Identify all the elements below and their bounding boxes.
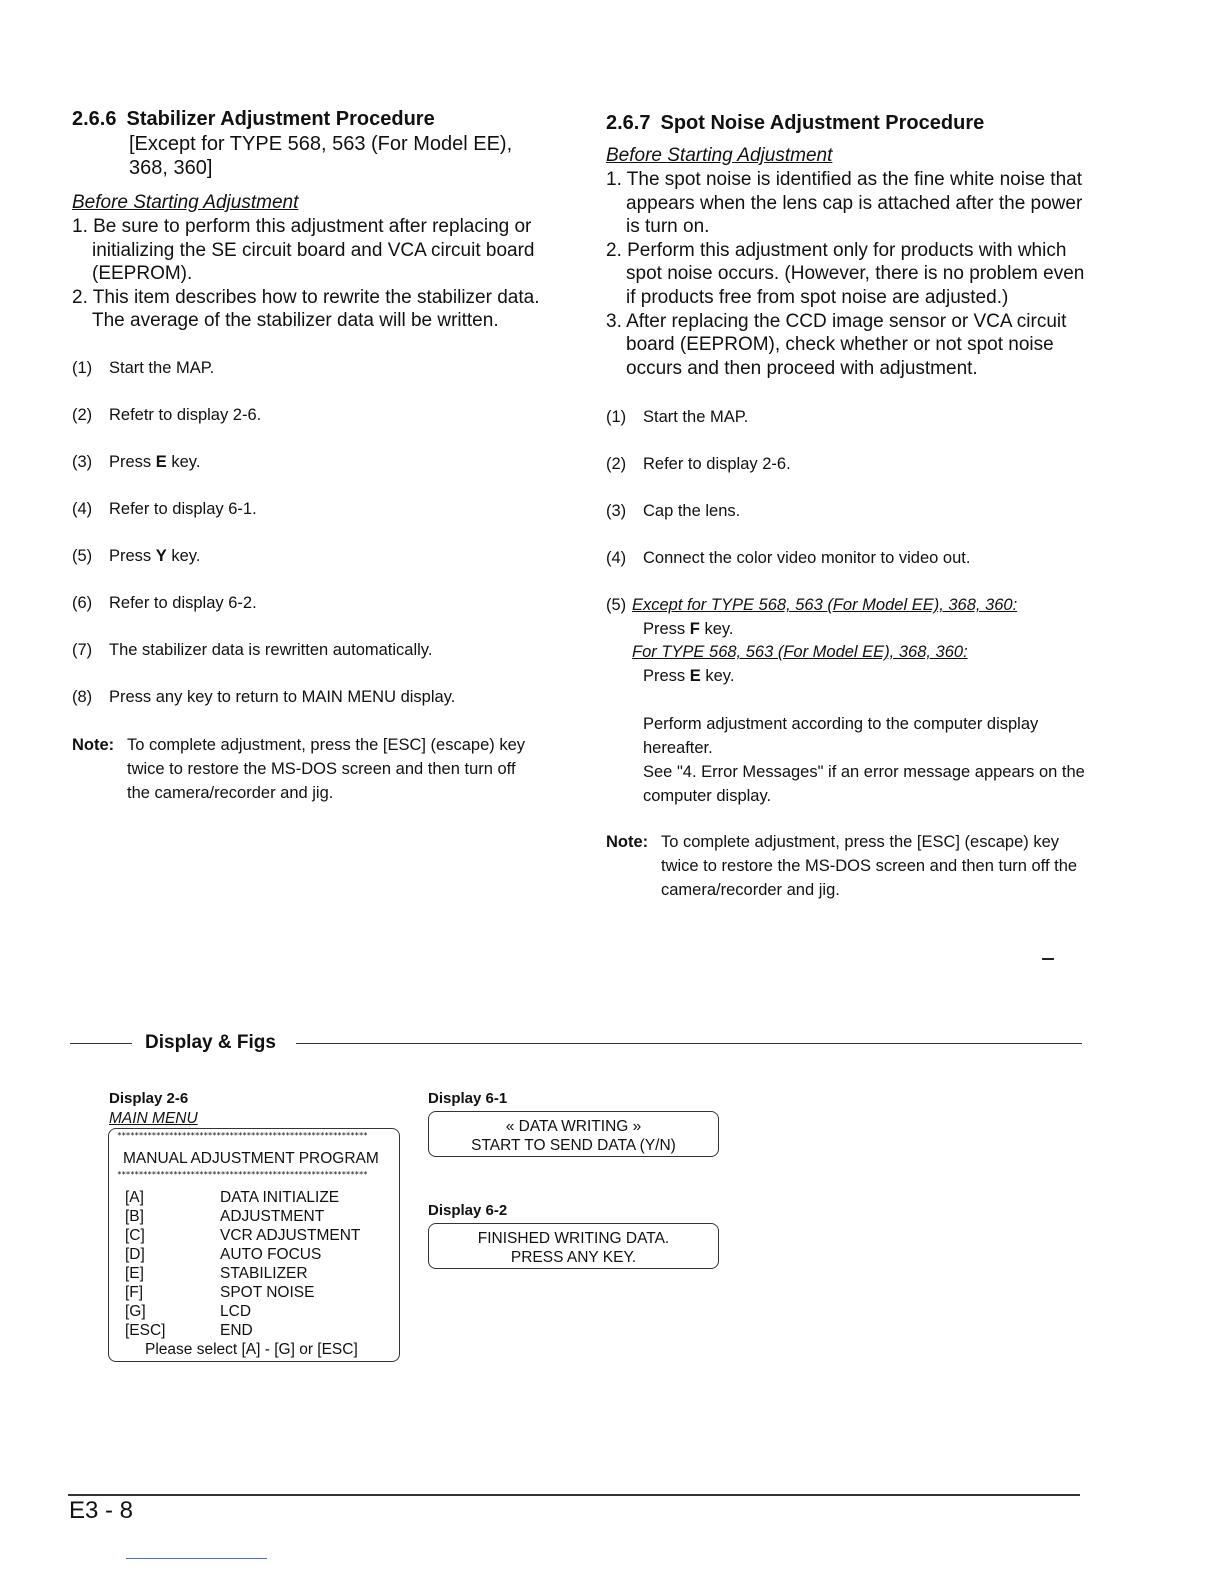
section-number: 2.6.7 <box>606 112 651 134</box>
note <box>606 830 1086 902</box>
step-text: Refer to display 2-6. <box>643 455 791 474</box>
step-number: (7) <box>72 640 93 659</box>
list-item: 1. Be sure to perform this adjustment after replacing or initializing the SE circuit board and VCA circuit board (EEPROM). <box>72 216 535 285</box>
menu-row: [B] ADJUSTMENT <box>125 1208 325 1225</box>
step-item <box>72 357 542 404</box>
display-6-2-box <box>428 1223 719 1269</box>
step-item <box>72 686 542 733</box>
bottom-accent-line <box>126 1558 267 1559</box>
step-instruction: Press E key. <box>643 666 735 685</box>
display-line: « DATA WRITING » <box>505 1118 642 1135</box>
display-2-6-label: Display 2-6 <box>109 1090 189 1107</box>
menu-row: [G] LCD <box>125 1303 252 1320</box>
main-menu-caption: MAIN MENU <box>109 1110 198 1127</box>
step-text: Start the MAP. <box>109 358 215 377</box>
step-item <box>72 498 542 545</box>
left-column <box>72 106 542 805</box>
step-number: (1) <box>72 358 93 377</box>
step-condition: For TYPE 568, 563 (For Model EE), 368, 360: <box>632 643 968 662</box>
step-text: Refer to display 6-1. <box>109 499 257 518</box>
star-border: ********************************************************** <box>117 1131 368 1140</box>
step-text: Cap the lens. <box>643 502 741 521</box>
step-item <box>72 639 542 686</box>
step-item <box>72 592 542 639</box>
display-6-1-label: Display 6-1 <box>428 1090 508 1107</box>
step-list <box>72 357 542 733</box>
see-text: See "4. Error Messages" if an error message appears on the computer display. <box>643 762 1085 805</box>
menu-row: [E] STABILIZER <box>125 1265 308 1282</box>
step-item <box>72 545 542 592</box>
step-number: (3) <box>606 502 627 521</box>
step-number: (1) <box>606 408 627 427</box>
footer-rule <box>68 1494 1080 1496</box>
page-number: E3 - 8 <box>69 1497 134 1524</box>
step-text: Refetr to display 2-6. <box>109 405 262 424</box>
main-menu-display <box>108 1128 400 1362</box>
step-text: Press any key to return to MAIN MENU display. <box>109 687 456 706</box>
note <box>72 733 542 805</box>
display-line: START TO SEND DATA (Y/N) <box>471 1137 676 1154</box>
step-item <box>606 406 1086 453</box>
step-text: Press E key. <box>109 452 201 471</box>
step-list <box>606 406 1086 808</box>
dash-mark <box>1042 958 1054 960</box>
display-line: PRESS ANY KEY. <box>510 1249 637 1266</box>
menu-heading: MANUAL ADJUSTMENT PROGRAM <box>123 1150 379 1167</box>
step-number: (4) <box>606 549 627 568</box>
step-item <box>606 594 1086 618</box>
before-starting-heading: Before Starting Adjustment <box>72 192 299 213</box>
step-number: (4) <box>72 499 93 518</box>
menu-row: [D] AUTO FOCUS <box>125 1246 322 1263</box>
step-number: (3) <box>72 452 93 471</box>
step-item <box>606 500 1086 547</box>
step-item <box>72 404 542 451</box>
divider <box>296 1043 1082 1044</box>
display-line: FINISHED WRITING DATA. <box>477 1230 670 1247</box>
section-number: 2.6.6 <box>72 108 117 130</box>
step-text: Refer to display 6-2. <box>109 593 257 612</box>
step-number: (2) <box>606 455 627 474</box>
display-6-1-box <box>428 1111 719 1157</box>
step-text: Start the MAP. <box>643 408 749 427</box>
list-item: 1. The spot noise is identified as the fine white noise that appears when the lens cap is attached after the power is turn on. <box>606 169 1083 238</box>
step-condition: Except for TYPE 568, 563 (For Model EE), 368, 360: <box>632 596 1018 615</box>
section-subtitle: 368, 360] <box>129 157 213 179</box>
divider <box>70 1043 132 1044</box>
list-item: 3. After replacing the CCD image sensor or VCA circuit board (EEPROM), check whether or not spot noise occurs and then proceed with adjustment. <box>606 310 1067 379</box>
note-text: To complete adjustment, press the [ESC] (escape) key twice to restore the MS-DOS screen and then turn off the camera/recorder and jig. <box>127 735 526 802</box>
right-column <box>606 110 1086 902</box>
step-item <box>606 453 1086 500</box>
menu-row: [F] SPOT NOISE <box>125 1284 315 1301</box>
figs-heading: Display & Figs <box>145 1032 276 1053</box>
note-label: Note: <box>72 735 115 754</box>
step-instruction: Press F key. <box>643 619 734 638</box>
step-number: (6) <box>72 593 93 612</box>
step-number: (8) <box>72 687 93 706</box>
step-text: Connect the color video monitor to video out. <box>643 549 971 568</box>
menu-prompt: Please select [A] - [G] or [ESC] <box>145 1341 358 1358</box>
section-heading-stabilizer <box>72 106 542 132</box>
menu-row: [ESC] END <box>125 1322 253 1339</box>
step-text: The stabilizer data is rewritten automatically. <box>109 640 433 659</box>
step-number: (5) <box>606 596 627 615</box>
perform-text: Perform adjustment according to the computer display hereafter. <box>643 714 1039 757</box>
before-starting-heading: Before Starting Adjustment <box>606 145 833 166</box>
display-6-2-label: Display 6-2 <box>428 1202 508 1219</box>
note-text: To complete adjustment, press the [ESC] (escape) key twice to restore the MS-DOS screen and then turn off the camera/recorder and jig. <box>661 832 1078 899</box>
list-item: 2. This item describes how to rewrite the stabilizer data. The average of the stabilizer data will be written. <box>72 286 540 332</box>
section-title: Stabilizer Adjustment Procedure <box>126 108 435 130</box>
step-number: (5) <box>72 546 93 565</box>
menu-row: [C] VCR ADJUSTMENT <box>125 1227 361 1244</box>
step-item <box>606 547 1086 594</box>
list-item: 2. Perform this adjustment only for products with which spot noise occurs. (However, there is no problem even if products free from spot noise are adjusted.) <box>606 239 1085 308</box>
menu-list <box>109 1188 399 1359</box>
step-text: Press Y key. <box>109 546 201 565</box>
star-border: ********************************************************** <box>117 1170 368 1179</box>
section-title: Spot Noise Adjustment Procedure <box>660 112 985 134</box>
step-item <box>72 451 542 498</box>
step-number: (2) <box>72 405 93 424</box>
menu-row: [A] DATA INITIALIZE <box>125 1189 340 1206</box>
section-heading-spot-noise <box>606 110 1086 136</box>
note-label: Note: <box>606 832 649 851</box>
section-subtitle: [Except for TYPE 568, 563 (For Model EE), <box>129 133 513 155</box>
